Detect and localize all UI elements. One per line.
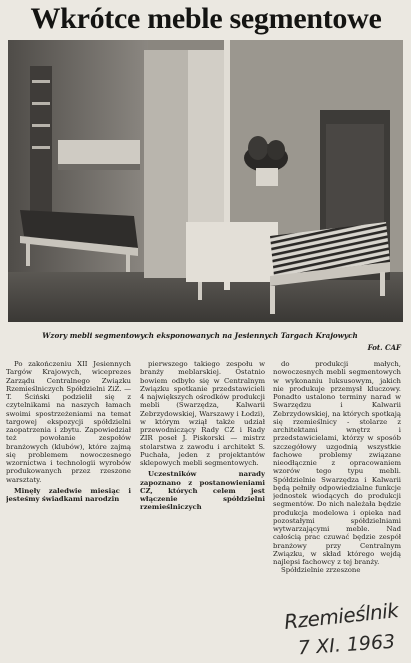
photo-caption: Wzory mebli segmentowych eksponowanych na Jesiennych Targach Krajowych	[42, 331, 358, 340]
article-column-2	[140, 360, 265, 612]
column-2-paragraph-1: pierwszego takiego zespołu w branży meblarskiej. Ostatnio bowiem odbyło się w Centralnym Związku spotkanie przedstawicieli 4 największych ośrodków produkcji mebli (Swarzędza, Kalwarii Zebrzydowskiej, Warszawy i Łodzi), w którym wziął także udział przewodniczący Rady CZ i Rady ZIR poseł J. Piskorski — mistrz stolarstwa z zawodu i architekt S. Puchała, jeden z projektantów sklepowych mebli segmentowych.	[140, 360, 265, 467]
article-photo	[8, 40, 403, 322]
column-1-paragraph-2: Minęły zaledwie miesiąc i jesteśmy świadkami narodzin	[6, 486, 131, 503]
article-column-1	[6, 360, 131, 612]
furniture-exhibition-photo	[8, 40, 403, 322]
handwritten-annotation	[266, 600, 406, 662]
photo-credit: Fot. CAF	[367, 343, 401, 352]
column-1-paragraph-1: Po zakończeniu XII Jesiennych Targów Krajowych, wiceprezes Zarządu Centralnego Związku Rzemieślniczych Spółdzielni ZiZ. — T. Ściński podzielił się z czytelnikami na naszych łamach swoimi spostrzeżeniami na temat targowej ekspozycji spółdzielni zaopatrzenia i zbytu. Zapowiedział też powołanie zespołów branżowych (klubów), które zajmą się problemem nowoczesnego wzornictwa i technologii wyrobów produkowanych przez rzeszone warsztaty.	[6, 360, 131, 484]
column-2-paragraph-2: Uczestników narady zapoznano z postanowieniami CZ, których celem jest włączenie spółdzielni rzemieślniczych	[140, 470, 265, 512]
column-3-paragraph-1: do produkcji małych, nowoczesnych mebli segmentowych w wykonaniu luksusowym, jakich nie produkuje przemysł kluczowy. Ponadto ustalono terminy narad w Swarzędzu i Kalwarii Zebrzydowskiej, na których spotkają się rzemieślnicy - stolarze z architektami wnętrz i przedstawicielami, którzy w sposób szczegółowy uzgodnią wszystkie fachowe problemy związane nieodłącznie z opracowaniem wzorów tego typu mebli. Spółdzielnie Swarzędza i Kalwarii będą pełniły odpowiedzialne funkcje jednostek wiodących do produkcji segmentów. Do nich należała będzie produkcja modelowa i opieka nad pozostałymi spółdzielniami wytwarzającymi meble. Nad całością prac czuwać będzie zespół branżowy przy Centralnym Związku, w skład którego wejdą najlepsi fachowcy z tej branży.	[273, 360, 401, 566]
article-headline: Wkrótce meble segmentowe	[30, 2, 382, 35]
handwritten-date: 7 XI. 1963	[297, 630, 396, 660]
column-3-paragraph-2: Spółdzielnie zrzeszone	[281, 566, 361, 575]
handwritten-publication: Rzemieślnik	[283, 598, 400, 634]
article-column-3	[273, 360, 401, 612]
